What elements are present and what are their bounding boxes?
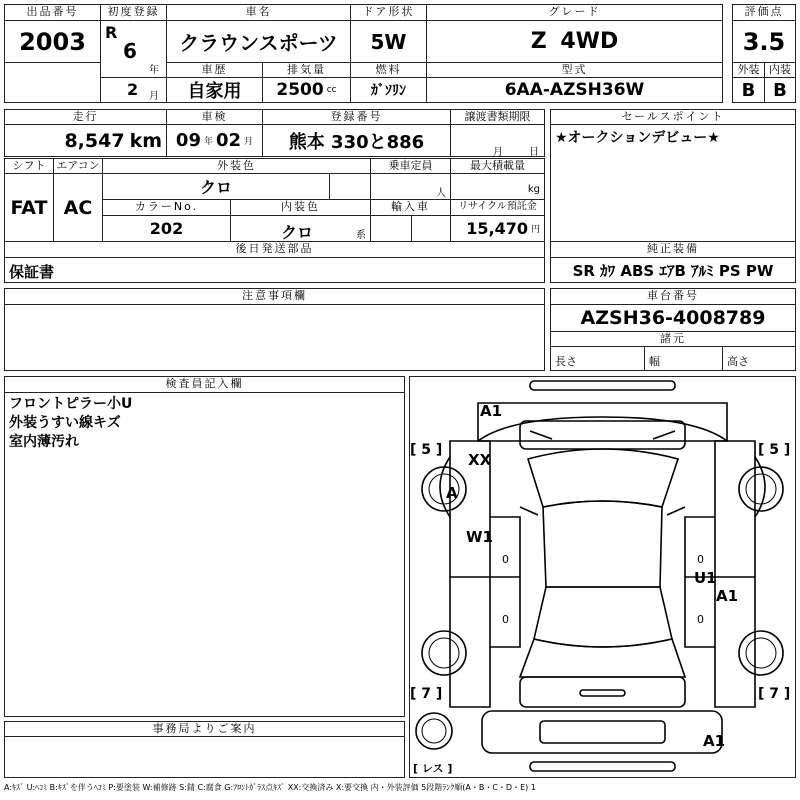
length-label: 長さ [555, 355, 577, 368]
roof-bar [580, 690, 625, 696]
import-cell-b [411, 215, 451, 242]
color-header: 外装色 [102, 158, 371, 174]
reg-year-unit: 年 [149, 65, 159, 76]
color-number: 202 [102, 215, 231, 242]
mileage: 8,547 [64, 129, 125, 152]
reg-header: 初度登録 [100, 4, 167, 21]
kei-unit: 系 [356, 230, 366, 241]
roof [543, 501, 662, 587]
inspector-note: 室内薄汚れ [9, 434, 79, 450]
fuel: ｶﾞｿﾘﾝ [350, 77, 427, 103]
capacity-header: 乗車定員 [370, 158, 451, 174]
spare-label: [ レス ] [413, 762, 453, 775]
recycle-fee: 15,470 [466, 219, 528, 238]
notes-area [4, 304, 545, 371]
inspector-note: 外装うすい線キズ [9, 415, 121, 431]
ext-grade: B [732, 77, 765, 103]
disp-header: 排気量 [262, 62, 351, 78]
score-header: 評価点 [732, 4, 796, 21]
inspection-cell [166, 124, 263, 157]
lot-number: 2003 [4, 20, 101, 63]
inspection-month-unit: 月 [244, 137, 254, 147]
trunk [520, 639, 685, 677]
door-zero-right-rear: 0 [697, 613, 704, 626]
tire-front-right-inner [746, 474, 776, 504]
car-diagram [409, 376, 796, 778]
front-lamp-r [653, 431, 675, 439]
equipment: SR ｶﾜ ABS ｴｱB ｱﾙﾐ PS PW [550, 257, 796, 283]
shift-header: シフト [4, 158, 54, 174]
person-unit: 人 [436, 188, 446, 199]
capacity-cell [370, 173, 451, 200]
hood [478, 403, 727, 441]
mileage-cell [4, 124, 167, 157]
reg-era: R [105, 23, 118, 42]
reg-year: 6 [123, 39, 137, 63]
mark-a1-right: A1 [716, 587, 739, 605]
inspector-note: フロントピラー小U [9, 396, 133, 412]
int-color-cell [230, 215, 371, 242]
windshield [528, 449, 678, 507]
mark-a1-bottom: A1 [703, 732, 726, 750]
door-zero-right: 0 [697, 553, 704, 566]
int-color-header: 内装色 [230, 199, 371, 216]
rear-bar [530, 762, 675, 771]
int-grade-header: 内装 [764, 62, 796, 78]
kg-unit: kg [527, 184, 540, 195]
ac-header: エアコン [53, 158, 103, 174]
later-parts: 保証書 [4, 257, 545, 283]
import-header: 輸入車 [370, 199, 451, 216]
door-header: ドア形状 [350, 4, 427, 21]
transfer-month-unit: 月 [493, 147, 503, 157]
fuel-header: 燃料 [350, 62, 427, 78]
history-header: 車歴 [166, 62, 263, 78]
front-body [520, 421, 685, 449]
rear-plate-area [540, 721, 665, 743]
rear-bumper [482, 711, 722, 753]
door-zero-left: 0 [502, 553, 509, 566]
later-parts-header: 後日発送部品 [4, 241, 545, 258]
mark-xx: XX [468, 451, 492, 469]
tire-rear-right-inner [746, 638, 776, 668]
mileage-header: 走行 [4, 109, 167, 125]
model-header: 型式 [426, 62, 723, 78]
yen-unit: 円 [530, 225, 540, 235]
inspection-year: 09 [175, 130, 201, 151]
ac: AC [53, 173, 103, 242]
tire-spare [416, 713, 452, 749]
legend: A:ｷｽﾞ U:ﾍｺﾐ B:ｷｽﾞを伴うﾍｺﾐ P:要塗装 W:補修跡 S:錆 C:腐食 G:ﾌﾛﾝﾄｶﾞﾗｽ点ｷｽﾞ XX:交換済み X:要交換 内・外装評価 5段階ﾗﾝｸ順(A・B・C・D・E) 1 [4, 783, 536, 792]
tire-depth-rl: [ 7 ] [410, 686, 443, 702]
displacement-cell [262, 77, 351, 103]
inspection-year-unit: 年 [203, 137, 213, 147]
plate-header: 登録番号 [262, 109, 451, 125]
mark-a-tire: A [446, 484, 458, 502]
shift: FAT [4, 173, 54, 242]
sales-header: セールスポイント [550, 109, 796, 125]
displacement: 2500 [276, 80, 324, 100]
car-name: クラウンスポーツ [166, 20, 351, 63]
reg-year-cell [100, 20, 167, 78]
grade: Z 4WD [426, 20, 723, 63]
plate-number: 熊本 330と886 [262, 124, 451, 157]
chassis-number: AZSH36-4008789 [550, 304, 796, 332]
inspector-header: 検査員記入欄 [4, 376, 405, 393]
spec-height [722, 346, 796, 371]
body-color: クロ [102, 173, 330, 200]
load-cell [450, 173, 545, 200]
width-label: 幅 [649, 355, 660, 368]
transfer-header: 譲渡書類期限 [450, 109, 545, 125]
sales-point: ★オークションデビュー★ [550, 124, 796, 242]
front-lamp-l [530, 431, 552, 439]
colorno-header: カラーNo. [102, 199, 231, 216]
spec-width [644, 346, 723, 371]
notes-header: 注意事項欄 [4, 288, 545, 305]
mark-a1-top: A1 [480, 402, 503, 420]
recycle-cell [450, 215, 545, 242]
lot-blank [4, 62, 101, 103]
reg-month-unit: 月 [149, 91, 159, 102]
rear-window [534, 587, 672, 647]
left-doors [490, 517, 520, 647]
tire-depth-fl: [ 5 ] [410, 442, 443, 458]
transfer-day-unit: 日 [529, 147, 539, 157]
office-area [4, 736, 405, 778]
tire-depth-rr: [ 7 ] [758, 686, 791, 702]
reg-month-cell [100, 77, 167, 103]
load-header: 最大積載量 [450, 158, 545, 174]
grade-header: グレード [426, 4, 723, 21]
import-cell-a [370, 215, 412, 242]
inspection-header: 車検 [166, 109, 263, 125]
height-label: 高さ [727, 355, 749, 368]
spec-header: 諸元 [550, 331, 796, 347]
ext-grade-header: 外装 [732, 62, 765, 78]
color-blank [329, 173, 371, 200]
tire-spare-inner [422, 719, 446, 743]
equip-header: 純正装備 [550, 241, 796, 258]
inspector-notes [4, 392, 405, 717]
km-unit: km [129, 129, 162, 152]
right-mirror [667, 507, 685, 515]
chassis-header: 車台番号 [550, 288, 796, 305]
interior-color: クロ [281, 223, 314, 242]
int-grade: B [764, 77, 796, 103]
history: 自家用 [166, 77, 263, 103]
spec-length [550, 346, 645, 371]
tire-rear-left-inner [429, 638, 459, 668]
left-mirror [520, 507, 538, 515]
reg-month: 2 [127, 80, 139, 99]
inspection-month: 02 [216, 130, 242, 151]
right-front-fender [755, 457, 765, 517]
front-bumper [530, 381, 675, 390]
door-zero-left-rear: 0 [502, 613, 509, 626]
mark-w1: W1 [466, 528, 493, 546]
recycle-header: リサイクル預託金 [450, 199, 545, 216]
right-side [715, 441, 755, 707]
office-header: 事務局よりご案内 [4, 721, 405, 737]
door-type: 5W [350, 20, 427, 63]
mark-u1: U1 [694, 569, 717, 587]
cc-unit: cc [326, 85, 337, 95]
model-code: 6AA-AZSH36W [426, 77, 723, 103]
transfer-cell [450, 124, 545, 157]
left-side [450, 441, 490, 707]
lot-header: 出品番号 [4, 4, 101, 21]
score: 3.5 [732, 20, 796, 63]
tire-depth-fr: [ 5 ] [758, 442, 791, 458]
rear-body [520, 677, 685, 707]
car-diagram-svg [410, 377, 795, 777]
name-header: 車名 [166, 4, 351, 21]
